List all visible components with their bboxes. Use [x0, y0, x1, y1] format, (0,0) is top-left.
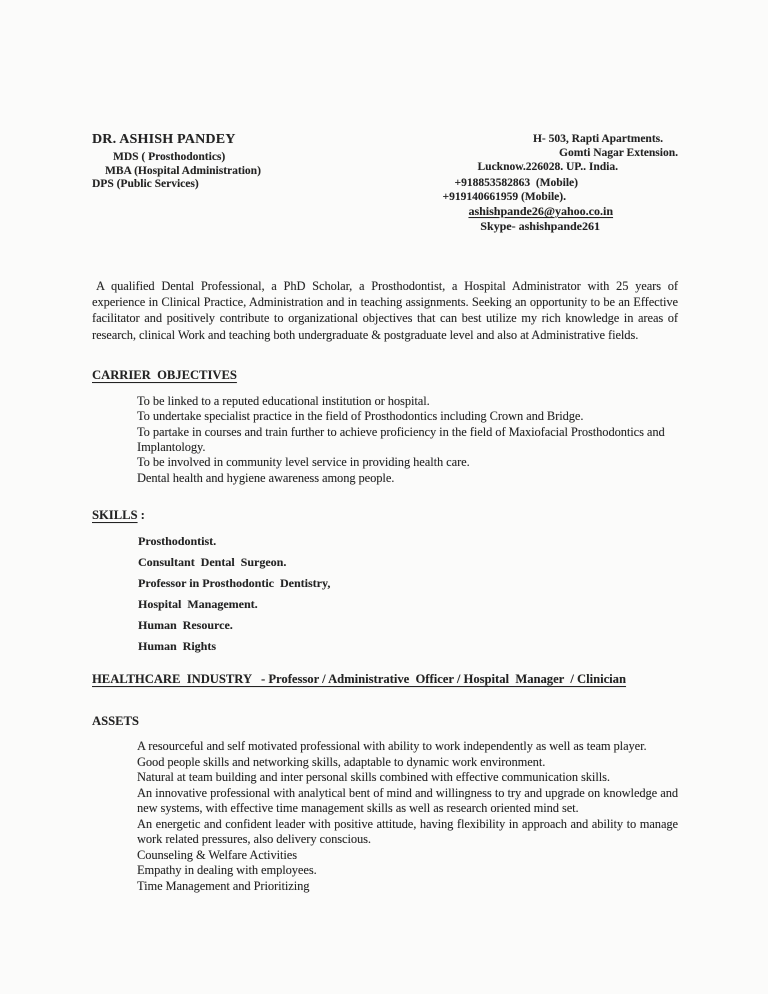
- credential-line: DPS (Public Services): [92, 178, 199, 191]
- objective-item: To partake in courses and train further to achieve proficiency in the field of Maxiofacial Prosthodontics and Implantology.: [137, 424, 665, 455]
- assets-list: [92, 739, 678, 894]
- objective-item: To be linked to a reputed educational institution or hospital.: [137, 393, 430, 408]
- skill-item: Hospital Management.: [138, 597, 258, 612]
- asset-item: Counseling & Welfare Activities: [137, 847, 297, 862]
- phone-number-2: +919140661959 (Mobile).: [442, 191, 566, 203]
- skill-item: Professor in Prosthodontic Dentistry,: [138, 576, 331, 591]
- skills-title-text: SKILLS: [92, 508, 138, 523]
- candidate-name: DR. ASHISH PANDEY: [92, 132, 236, 147]
- credential-line: MBA (Hospital Administration): [105, 164, 261, 177]
- asset-item: A resourceful and self motivated professional with ability to work independently as well as team player.: [137, 739, 647, 754]
- resume-header: [92, 131, 678, 234]
- skill-item: Prosthodontist.: [138, 534, 217, 549]
- address-line-1: H- 503, Rapti Apartments.: [532, 133, 663, 145]
- skills-title-colon: :: [137, 508, 145, 523]
- section-title-skills: [92, 507, 678, 523]
- email-link[interactable]: ashishpande26@yahoo.co.in: [468, 204, 613, 218]
- credential-line: MDS ( Prosthodontics): [113, 151, 226, 163]
- phone-number-1: +918853582863 (Mobile): [454, 177, 578, 189]
- asset-item: Time Management and Prioritizing: [137, 878, 310, 893]
- skill-item: Consultant Dental Surgeon.: [138, 555, 287, 570]
- asset-item: An energetic and confident leader with positive attitude, having flexibility in approach and ability to manage work related pressures, also delivery conscious.: [137, 816, 678, 847]
- carrier-objectives-list: [92, 394, 678, 486]
- section-title-carrier-objectives: CARRIER OBJECTIVES: [92, 367, 237, 382]
- contact-block: [261, 131, 678, 234]
- address-line-3: Lucknow.226028. UP.. India.: [477, 161, 618, 173]
- skype-handle: Skype- ashishpande261: [480, 219, 600, 233]
- identity-block: [92, 131, 261, 234]
- address-line-2: Gomti Nagar Extension.: [559, 147, 678, 159]
- asset-item: An innovative professional with analytical bent of mind and willingness to try and upgrade on knowledge and new systems, with effective time management skills as well as research oriented mind set.: [137, 785, 678, 816]
- section-title-healthcare-industry: HEALTHCARE INDUSTRY - Professor / Administrative Officer / Hospital Manager / Clinician: [92, 672, 626, 687]
- profile-summary: A qualified Dental Professional, a PhD Scholar, a Prosthodontist, a Hospital Administrator with 25 years of experience in Clinical Practice, Administration and in teaching assignments. Seeking an opportunity to be an Effective facilitator and positively contribute to organizational objectives that can best utilize my rich knowledge in areas of research, clinical Work and teaching both undergraduate & postgraduate level and also at Administrative fields.: [92, 279, 678, 342]
- asset-item: Good people skills and networking skills, adaptable to dynamic work environment.: [137, 754, 546, 769]
- skill-item: Human Rights: [138, 639, 217, 654]
- credentials-list: [92, 151, 261, 192]
- asset-item: Natural at team building and inter personal skills combined with effective communication skills.: [137, 770, 610, 785]
- skills-list: [92, 531, 678, 657]
- skill-item: Human Resource.: [138, 618, 233, 633]
- objective-item: Dental health and hygiene awareness among people.: [137, 470, 395, 485]
- asset-item: Empathy in dealing with employees.: [137, 863, 317, 878]
- objective-item: To undertake specialist practice in the field of Prosthodontics including Crown and Bridge.: [137, 409, 584, 424]
- section-title-assets: ASSETS: [92, 714, 139, 729]
- objective-item: To be involved in community level service in providing health care.: [137, 455, 470, 470]
